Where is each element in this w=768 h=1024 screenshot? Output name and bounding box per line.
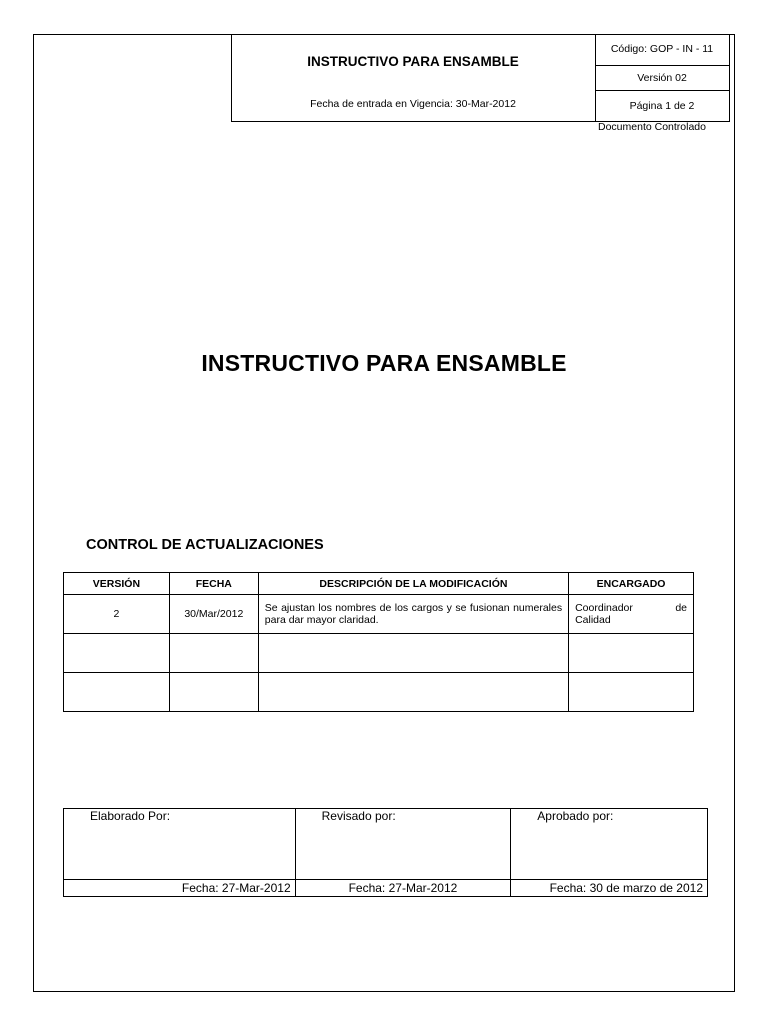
prepared-date: Fecha: 27-Mar-2012 bbox=[64, 880, 296, 897]
empty-cell bbox=[169, 634, 258, 673]
approved-by-label: Aprobado por: bbox=[511, 809, 708, 825]
document-version: Versión 02 bbox=[595, 66, 729, 91]
column-header-owner: ENCARGADO bbox=[569, 573, 694, 595]
header-title: INSTRUCTIVO PARA ENSAMBLE bbox=[307, 54, 519, 69]
page-title: INSTRUCTIVO PARA ENSAMBLE bbox=[201, 350, 567, 376]
page-number: Página 1 de 2 bbox=[629, 100, 695, 112]
reviewed-by-signature bbox=[295, 824, 511, 880]
column-header-version: VERSIÓN bbox=[64, 573, 170, 595]
column-header-description: DESCRIPCIÓN DE LA MODIFICACIÓN bbox=[258, 573, 568, 595]
cell-owner bbox=[569, 595, 694, 634]
table-row bbox=[64, 595, 694, 634]
document-header bbox=[33, 34, 729, 121]
updates-section-title: CONTROL DE ACTUALIZACIONES bbox=[86, 537, 324, 553]
approved-by-signature bbox=[511, 824, 708, 880]
empty-cell bbox=[569, 634, 694, 673]
signature-space-row bbox=[64, 824, 708, 880]
header-meta-cell bbox=[595, 34, 730, 122]
column-header-date: FECHA bbox=[169, 573, 258, 595]
empty-cell bbox=[64, 634, 170, 673]
owner-word-2: de bbox=[675, 602, 687, 614]
empty-cell bbox=[258, 673, 568, 712]
table-header-row bbox=[64, 573, 694, 595]
prepared-by-signature bbox=[64, 824, 296, 880]
signature-label-row bbox=[64, 809, 708, 825]
owner-word-1: Coordinador bbox=[575, 602, 633, 614]
effective-date: Fecha de entrada en Vigencia: 30-Mar-2012 bbox=[310, 98, 516, 110]
header-title-cell bbox=[231, 34, 596, 122]
prepared-by-label: Elaborado Por: bbox=[64, 809, 296, 825]
table-row bbox=[64, 634, 694, 673]
signature-table bbox=[63, 808, 708, 897]
empty-cell bbox=[569, 673, 694, 712]
document-code: Código: GOP - IN - 11 bbox=[595, 34, 729, 66]
cell-version: 2 bbox=[64, 595, 170, 634]
reviewed-by-label: Revisado por: bbox=[295, 809, 511, 825]
updates-table bbox=[63, 572, 694, 712]
empty-cell bbox=[64, 673, 170, 712]
cell-description: Se ajustan los nombres de los cargos y se fusionan numerales para dar mayor claridad. bbox=[258, 595, 568, 634]
logo-cell bbox=[33, 34, 232, 121]
owner-word-3: Calidad bbox=[575, 614, 611, 626]
table-row bbox=[64, 673, 694, 712]
signature-date-row bbox=[64, 880, 708, 897]
cell-date: 30/Mar/2012 bbox=[169, 595, 258, 634]
empty-cell bbox=[169, 673, 258, 712]
empty-cell bbox=[258, 634, 568, 673]
approved-date: Fecha: 30 de marzo de 2012 bbox=[511, 880, 708, 897]
controlled-document-label: Documento Controlado bbox=[598, 121, 706, 133]
reviewed-date: Fecha: 27-Mar-2012 bbox=[295, 880, 511, 897]
